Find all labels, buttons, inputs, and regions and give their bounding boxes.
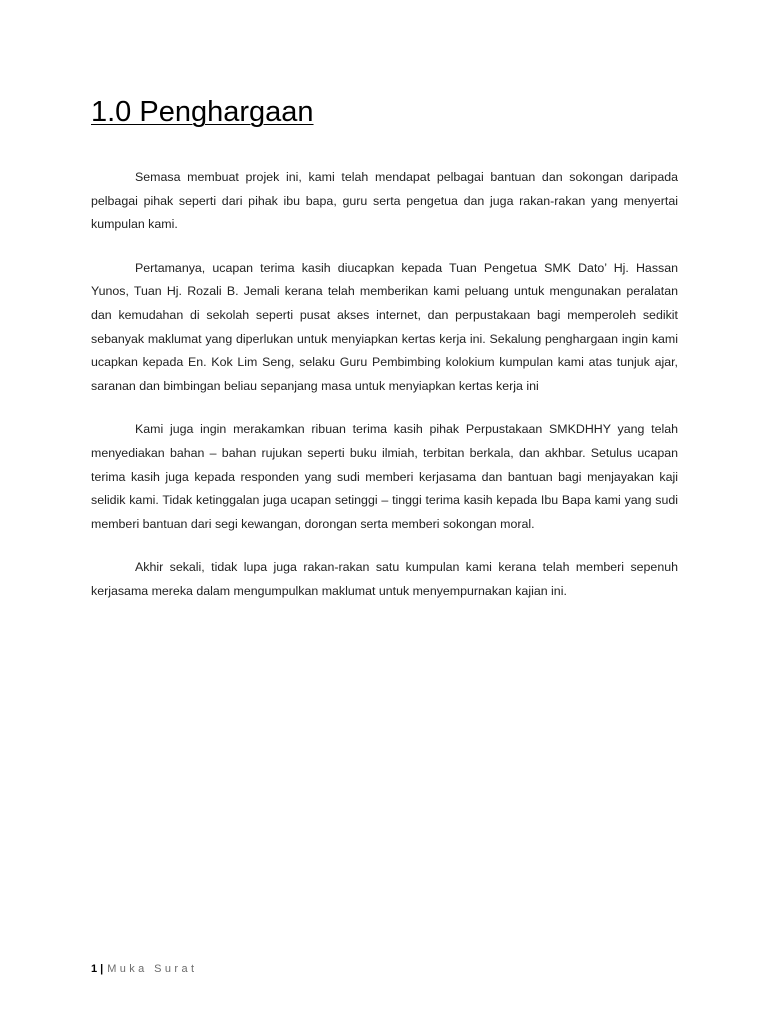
- paragraph-thanks-principal: Pertamanya, ucapan terima kasih diucapkan kepada Tuan Pengetua SMK Dato’ Hj. Hassan Yunos, Tuan Hj. Rozali B. Jemali kerana telah memberikan kami peluang untuk mengunakan peralatan dan kemudahan di sekolah seperti pusat akses internet, dan perpustakaan bagi memperoleh sedikit sebanyak maklumat yang diperlukan untuk menyiapkan kertas kerja ini. Sekalung penghargaan ingin kami ucapkan kepada En. Kok Lim Seng, selaku Guru Pembimbing kolokium kumpulan kami atas tunjuk ajar, saranan dan bimbingan beliau sepanjang masa untuk menyiapkan kertas kerja ini: [91, 260, 678, 393]
- section-heading: 1.0 Penghargaan: [91, 96, 314, 128]
- paragraph-intro: Semasa membuat projek ini, kami telah mendapat pelbagai bantuan dan sokongan daripada pelbagai pihak seperti dari pihak ibu bapa, guru serta pengetua dan juga rakan-rakan yang menyertai kumpulan kami.: [91, 170, 678, 232]
- page-number: 1: [91, 963, 98, 975]
- page-label: Muka Surat: [107, 963, 198, 975]
- page-footer: [91, 961, 197, 977]
- footer-separator: |: [100, 963, 104, 975]
- paragraph-thanks-library: Kami juga ingin merakamkan ribuan terima kasih pihak Perpustakaan SMKDHHY yang telah menyediakan bahan – bahan rujukan seperti buku ilmiah, terbitan berkala, dan akhbar. Setulus ucapan terima kasih juga kepada responden yang sudi memberi kerjasama dan bantuan bagi menjayakan kaji selidik kami. Tidak ketinggalan juga ucapan setinggi – tinggi terima kasih kepada Ibu Bapa kami yang sudi memberi bantuan dari segi kewangan, dorongan serta memberi sokongan moral.: [91, 422, 678, 531]
- paragraph-closing: Akhir sekali, tidak lupa juga rakan-rakan satu kumpulan kami kerana telah memberi sepenuh kerjasama mereka dalam mengumpulkan maklumat untuk menyempurnakan kajian ini.: [91, 560, 678, 598]
- body-text: [91, 166, 678, 624]
